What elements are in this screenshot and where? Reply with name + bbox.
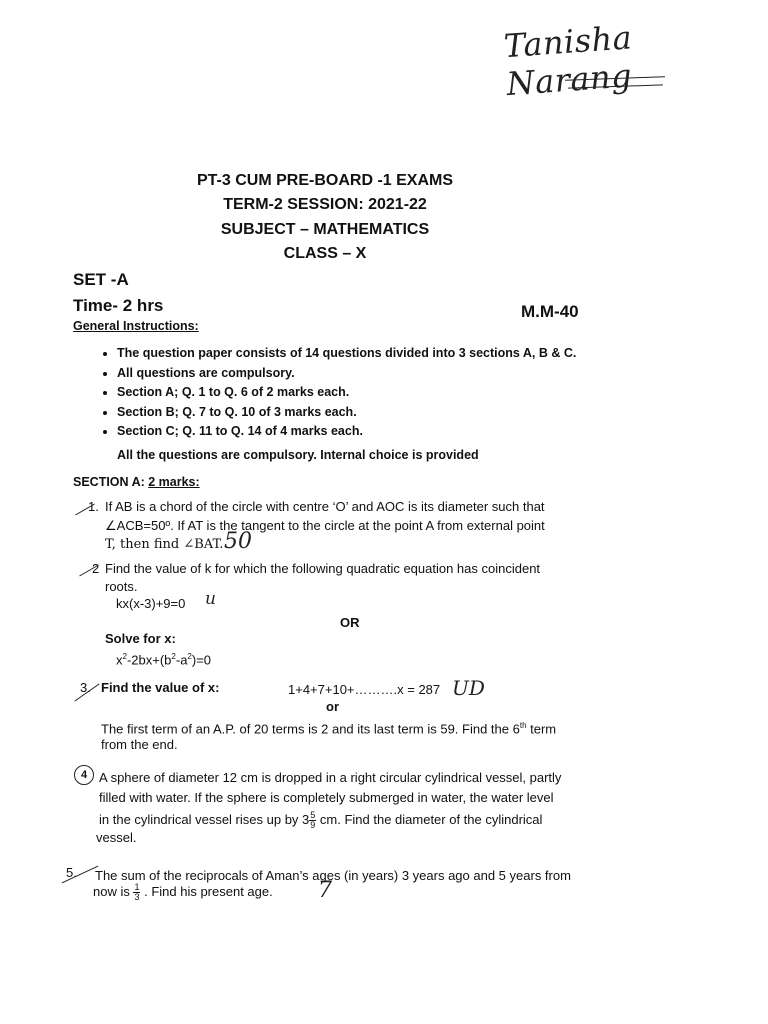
- eq-sup: 2: [171, 652, 176, 661]
- eq-part: )=0: [191, 652, 212, 668]
- q4-line: A sphere of diameter 12 cm is dropped in a right circular cylindrical vessel, partly: [99, 770, 562, 785]
- eq-part: x: [116, 652, 123, 668]
- set-label: SET -A: [73, 270, 129, 289]
- q3-alt-text: The first term of an A.P. of 20 terms is 2 and its last term is 59. Find the 6: [101, 721, 520, 737]
- fraction-denominator: 9: [310, 820, 316, 831]
- q4-line: filled with water. If the sphere is completely submerged in water, the water level: [99, 790, 554, 805]
- eq-part: -2bx+(b: [126, 652, 172, 668]
- eq-sup: 2: [122, 652, 127, 661]
- exam-session: TERM-2 SESSION: 2021-22: [223, 196, 427, 213]
- circled-question-number: 4: [74, 765, 94, 785]
- q1-line: If AB is a chord of the circle with centre ‘O’ and AOC is its diameter such that: [105, 499, 545, 514]
- handwritten-mark: 7: [318, 878, 332, 903]
- section-label: SECTION A:: [73, 475, 145, 489]
- q2-equation: kx(x-3)+9=0: [116, 596, 186, 611]
- q4-text: cm. Find the diameter of the cylindrical: [316, 812, 543, 827]
- instruction-item: • The question paper consists of 14 questions divided into 3 sections A, B & C.: [117, 344, 617, 364]
- instruction-item: • Section A; Q. 1 to Q. 6 of 2 marks each.: [117, 383, 617, 403]
- exam-subject: SUBJECT – MATHEMATICS: [220, 221, 430, 238]
- time-label: Time- 2 hrs: [73, 296, 164, 315]
- or-label: OR: [340, 615, 360, 630]
- handwritten-mark: UD: [452, 676, 485, 700]
- or-label: or: [326, 699, 339, 714]
- q4-text: in the cylindrical vessel rises up by 3: [99, 812, 310, 827]
- section-marks: 2 marks:: [148, 475, 200, 489]
- q4-line: [99, 810, 542, 830]
- section-a-heading: [73, 475, 200, 489]
- q5-text: . Find his present age.: [140, 884, 273, 899]
- fraction-numerator: 1: [134, 882, 140, 893]
- q2-line: Find the value of k for which the following quadratic equation has coincident: [105, 561, 541, 576]
- instruction-item: • All questions are compulsory.: [117, 364, 617, 384]
- instruction-item: • Section C; Q. 11 to Q. 14 of 4 marks each.: [117, 422, 617, 442]
- exam-class: CLASS – X: [283, 245, 367, 262]
- fraction-numerator: 5: [310, 810, 316, 821]
- q4-line: vessel.: [96, 830, 137, 845]
- instructions-list: [91, 344, 617, 442]
- q5-text: now is: [93, 884, 134, 899]
- q3-alt-line: from the end.: [101, 737, 178, 752]
- q3-alt-text: term: [526, 721, 557, 737]
- q2-alt-equation: [116, 647, 211, 670]
- eq-sup: 2: [187, 652, 192, 661]
- solve-label: Solve for x:: [105, 631, 176, 646]
- ordinal-sup: th: [519, 721, 527, 730]
- q1-line: ∠ACB=50º. If AT is the tangent to the circle at the point A from external point: [105, 518, 545, 533]
- question-number: 2: [92, 561, 100, 576]
- instructions-title: General Instructions:: [73, 319, 199, 333]
- instructions-note: All the questions are compulsory. Internal choice is provided: [117, 448, 479, 462]
- handwritten-signature: Tanisha Narang: [502, 18, 634, 104]
- q2-line: roots.: [105, 579, 138, 594]
- q1-line: T, then find ∠BAT.: [105, 537, 224, 552]
- q3-series: 1+4+7+10+……….x = 287: [288, 682, 441, 697]
- question-number: 3.: [80, 680, 91, 695]
- handwritten-mark: 50: [224, 529, 252, 554]
- question-number: 1.: [88, 499, 99, 514]
- handwritten-mark: u: [205, 589, 216, 609]
- exam-title: PT-3 CUM PRE-BOARD -1 EXAMS: [196, 172, 454, 189]
- q5-line: The sum of the reciprocals of Aman’s ages (in years) 3 years ago and 5 years from: [95, 868, 571, 883]
- q3-text: Find the value of x:: [101, 680, 220, 695]
- instruction-item: • Section B; Q. 7 to Q. 10 of 3 marks each.: [117, 403, 617, 423]
- max-marks: M.M-40: [521, 302, 579, 321]
- question-number: 5.: [66, 865, 77, 880]
- q5-line: [93, 882, 273, 902]
- eq-part: -a: [175, 652, 188, 668]
- fraction-denominator: 3: [134, 892, 140, 903]
